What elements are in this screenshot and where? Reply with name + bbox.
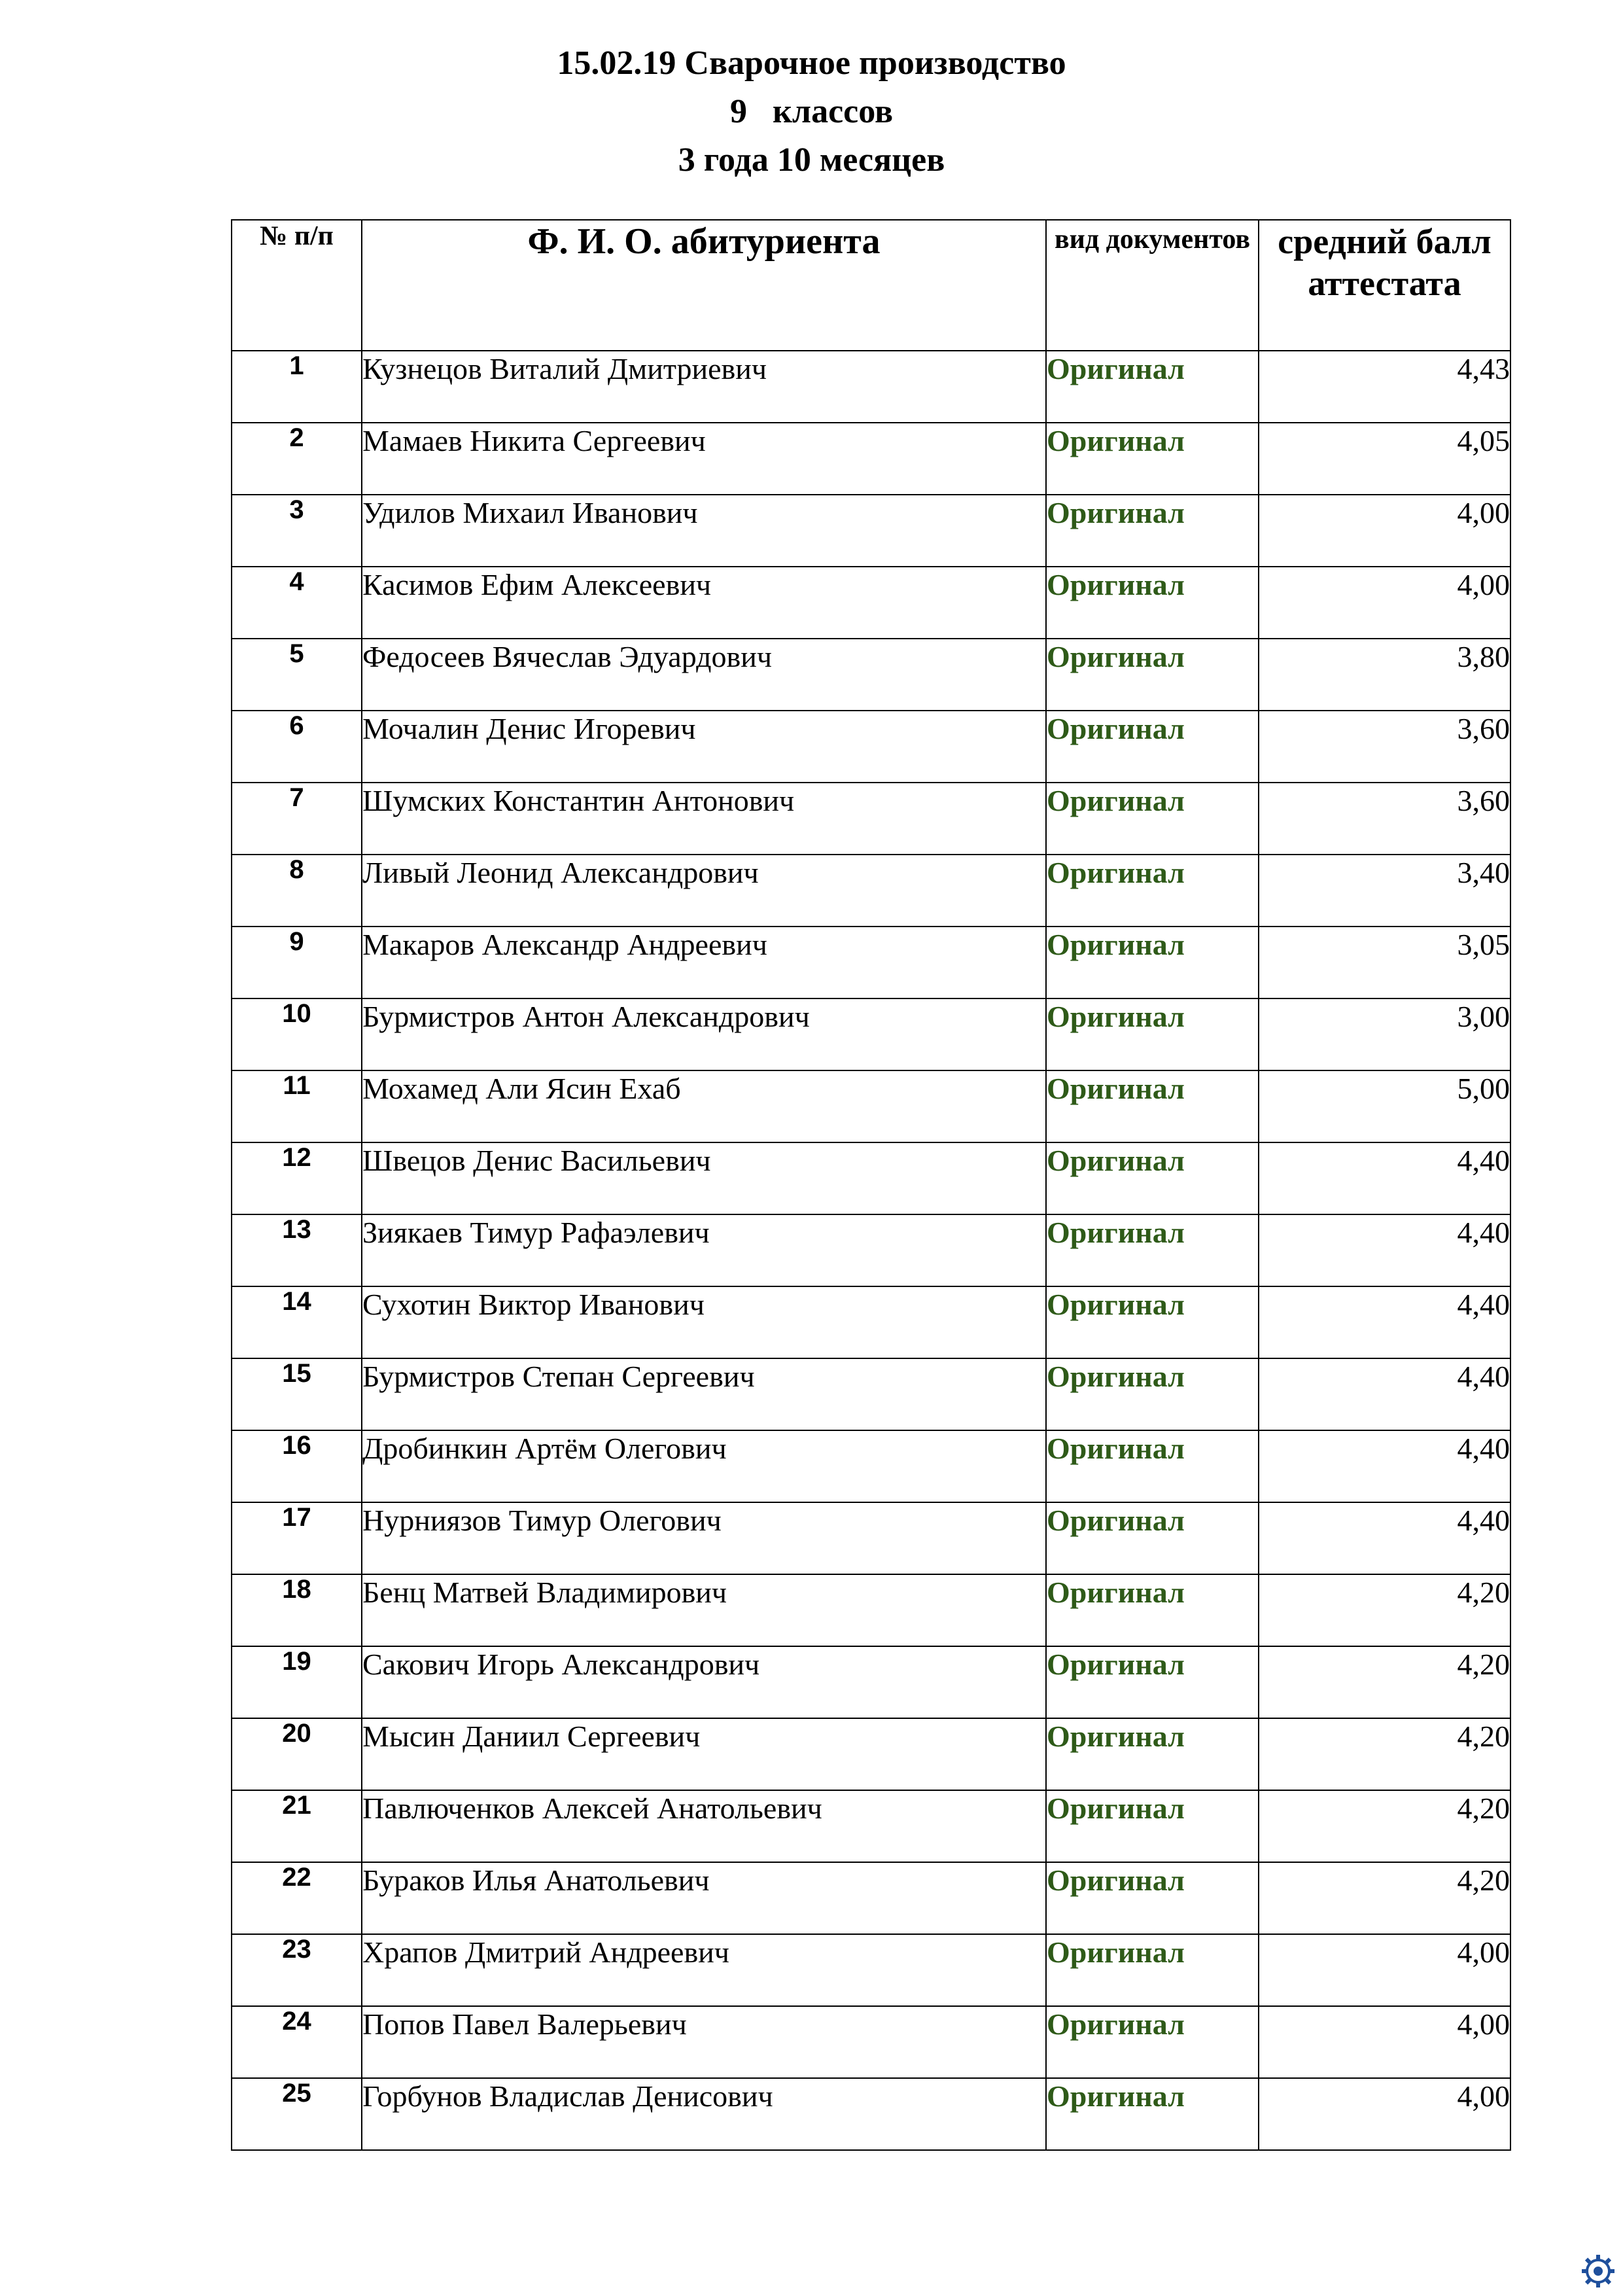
applicant-name: Павлюченков Алексей Анатольевич [362,1790,1046,1862]
average-grade: 4,40 [1259,1142,1510,1214]
table-row [232,1286,1510,1358]
row-number: 17 [232,1502,362,1574]
applicant-name: Зиякаев Тимур Рафаэлевич [362,1214,1046,1286]
average-grade: 4,00 [1259,495,1510,567]
header-number: № п/п [232,220,362,351]
applicant-name: Бурмистров Антон Александрович [362,998,1046,1070]
table-row [232,567,1510,639]
document-type: Оригинал [1046,1430,1259,1502]
average-grade: 5,00 [1259,1070,1510,1142]
average-grade: 4,00 [1259,1934,1510,2006]
average-grade: 4,20 [1259,1790,1510,1862]
average-grade: 4,40 [1259,1502,1510,1574]
average-grade: 3,60 [1259,711,1510,783]
applicant-name: Попов Павел Валерьевич [362,2006,1046,2078]
applicant-name: Касимов Ефим Алексеевич [362,567,1046,639]
applicant-name: Храпов Дмитрий Андреевич [362,1934,1046,2006]
row-number: 5 [232,639,362,711]
document-type: Оригинал [1046,711,1259,783]
applicant-name: Нурниязов Тимур Олегович [362,1502,1046,1574]
document-type: Оригинал [1046,423,1259,495]
applicant-name: Макаров Александр Андреевич [362,927,1046,998]
heading-program: 15.02.19 Сварочное производство [557,44,1066,82]
row-number: 8 [232,855,362,927]
row-number: 7 [232,783,362,855]
row-number: 18 [232,1574,362,1646]
applicants-table [231,219,1511,2151]
table-row [232,927,1510,998]
header-average-grade-label: средний балл аттестата [1278,222,1492,303]
table-row [232,1934,1510,2006]
average-grade: 4,20 [1259,1862,1510,1934]
document-type: Оригинал [1046,351,1259,423]
row-number: 11 [232,1070,362,1142]
table-row [232,1718,1510,1790]
row-number: 25 [232,2078,362,2150]
applicant-name: Мохамед Али Ясин Ехаб [362,1070,1046,1142]
row-number: 2 [232,423,362,495]
document-type: Оригинал [1046,1358,1259,1430]
document-type: Оригинал [1046,855,1259,927]
row-number: 9 [232,927,362,998]
average-grade: 3,80 [1259,639,1510,711]
average-grade: 4,00 [1259,2006,1510,2078]
table-row [232,1070,1510,1142]
table-row [232,1574,1510,1646]
row-number: 22 [232,1862,362,1934]
table-row [232,1430,1510,1502]
row-number: 12 [232,1142,362,1214]
document-type: Оригинал [1046,1574,1259,1646]
average-grade: 3,60 [1259,783,1510,855]
table-row [232,1142,1510,1214]
average-grade: 4,00 [1259,2078,1510,2150]
average-grade: 3,40 [1259,855,1510,927]
table-row [232,1790,1510,1862]
row-number: 21 [232,1790,362,1862]
table-row [232,1862,1510,1934]
row-number: 6 [232,711,362,783]
table-row [232,1502,1510,1574]
average-grade: 3,00 [1259,998,1510,1070]
applicant-name: Мочалин Денис Игоревич [362,711,1046,783]
applicant-name: Бураков Илья Анатольевич [362,1862,1046,1934]
document-type: Оригинал [1046,1790,1259,1862]
document-type: Оригинал [1046,1862,1259,1934]
table-body [232,351,1510,2150]
document-type: Оригинал [1046,927,1259,998]
table-row [232,639,1510,711]
table-row [232,1358,1510,1430]
document-type: Оригинал [1046,2078,1259,2150]
row-number: 15 [232,1358,362,1430]
document-type: Оригинал [1046,2006,1259,2078]
document-type: Оригинал [1046,639,1259,711]
table-row [232,495,1510,567]
document-type: Оригинал [1046,998,1259,1070]
page-heading [0,39,1623,185]
document-type: Оригинал [1046,1070,1259,1142]
heading-duration: 3 года 10 месяцев [678,141,945,179]
applicant-name: Федосеев Вячеслав Эдуардович [362,639,1046,711]
gear-logo-icon [1581,2254,1615,2288]
row-number: 10 [232,998,362,1070]
applicant-name: Мысин Даниил Сергеевич [362,1718,1046,1790]
average-grade: 4,20 [1259,1574,1510,1646]
table-header-row [232,220,1510,351]
average-grade: 4,00 [1259,567,1510,639]
document-type: Оригинал [1046,1718,1259,1790]
table-row [232,783,1510,855]
row-number: 20 [232,1718,362,1790]
average-grade: 3,05 [1259,927,1510,998]
applicant-name: Мамаев Никита Сергеевич [362,423,1046,495]
average-grade: 4,20 [1259,1718,1510,1790]
applicant-name: Сухотин Виктор Иванович [362,1286,1046,1358]
document-type: Оригинал [1046,1502,1259,1574]
applicant-name: Кузнецов Виталий Дмитриевич [362,351,1046,423]
table-row [232,998,1510,1070]
applicant-name: Бурмистров Степан Сергеевич [362,1358,1046,1430]
average-grade: 4,40 [1259,1358,1510,1430]
table-row [232,1214,1510,1286]
average-grade: 4,20 [1259,1646,1510,1718]
header-document-type-label: вид документов [1054,224,1251,255]
applicant-name: Горбунов Владислав Денисович [362,2078,1046,2150]
table-row [232,855,1510,927]
table-row [232,351,1510,423]
document-type: Оригинал [1046,567,1259,639]
row-number: 23 [232,1934,362,2006]
table-row [232,1646,1510,1718]
header-applicant-name: Ф. И. О. абитуриента [362,220,1046,351]
row-number: 19 [232,1646,362,1718]
table-row [232,2078,1510,2150]
table-row [232,2006,1510,2078]
applicant-name: Швецов Денис Васильевич [362,1142,1046,1214]
average-grade: 4,05 [1259,423,1510,495]
row-number: 1 [232,351,362,423]
average-grade: 4,43 [1259,351,1510,423]
applicant-name: Шумских Константин Антонович [362,783,1046,855]
heading-classes: 9 классов [729,93,894,130]
table-row [232,711,1510,783]
row-number: 14 [232,1286,362,1358]
row-number: 24 [232,2006,362,2078]
average-grade: 4,40 [1259,1430,1510,1502]
document-type: Оригинал [1046,1142,1259,1214]
applicant-name: Удилов Михаил Иванович [362,495,1046,567]
row-number: 13 [232,1214,362,1286]
row-number: 4 [232,567,362,639]
document-type: Оригинал [1046,495,1259,567]
applicant-name: Бенц Матвей Владимирович [362,1574,1046,1646]
document-type: Оригинал [1046,1646,1259,1718]
document-type: Оригинал [1046,1286,1259,1358]
applicant-name: Сакович Игорь Александрович [362,1646,1046,1718]
table-row [232,423,1510,495]
applicant-name: Ливый Леонид Александрович [362,855,1046,927]
document-type: Оригинал [1046,783,1259,855]
row-number: 3 [232,495,362,567]
header-average-grade [1259,220,1510,351]
applicant-name: Дробинкин Артём Олегович [362,1430,1046,1502]
header-document-type [1046,220,1259,351]
document-type: Оригинал [1046,1214,1259,1286]
average-grade: 4,40 [1259,1214,1510,1286]
row-number: 16 [232,1430,362,1502]
document-type: Оригинал [1046,1934,1259,2006]
average-grade: 4,40 [1259,1286,1510,1358]
